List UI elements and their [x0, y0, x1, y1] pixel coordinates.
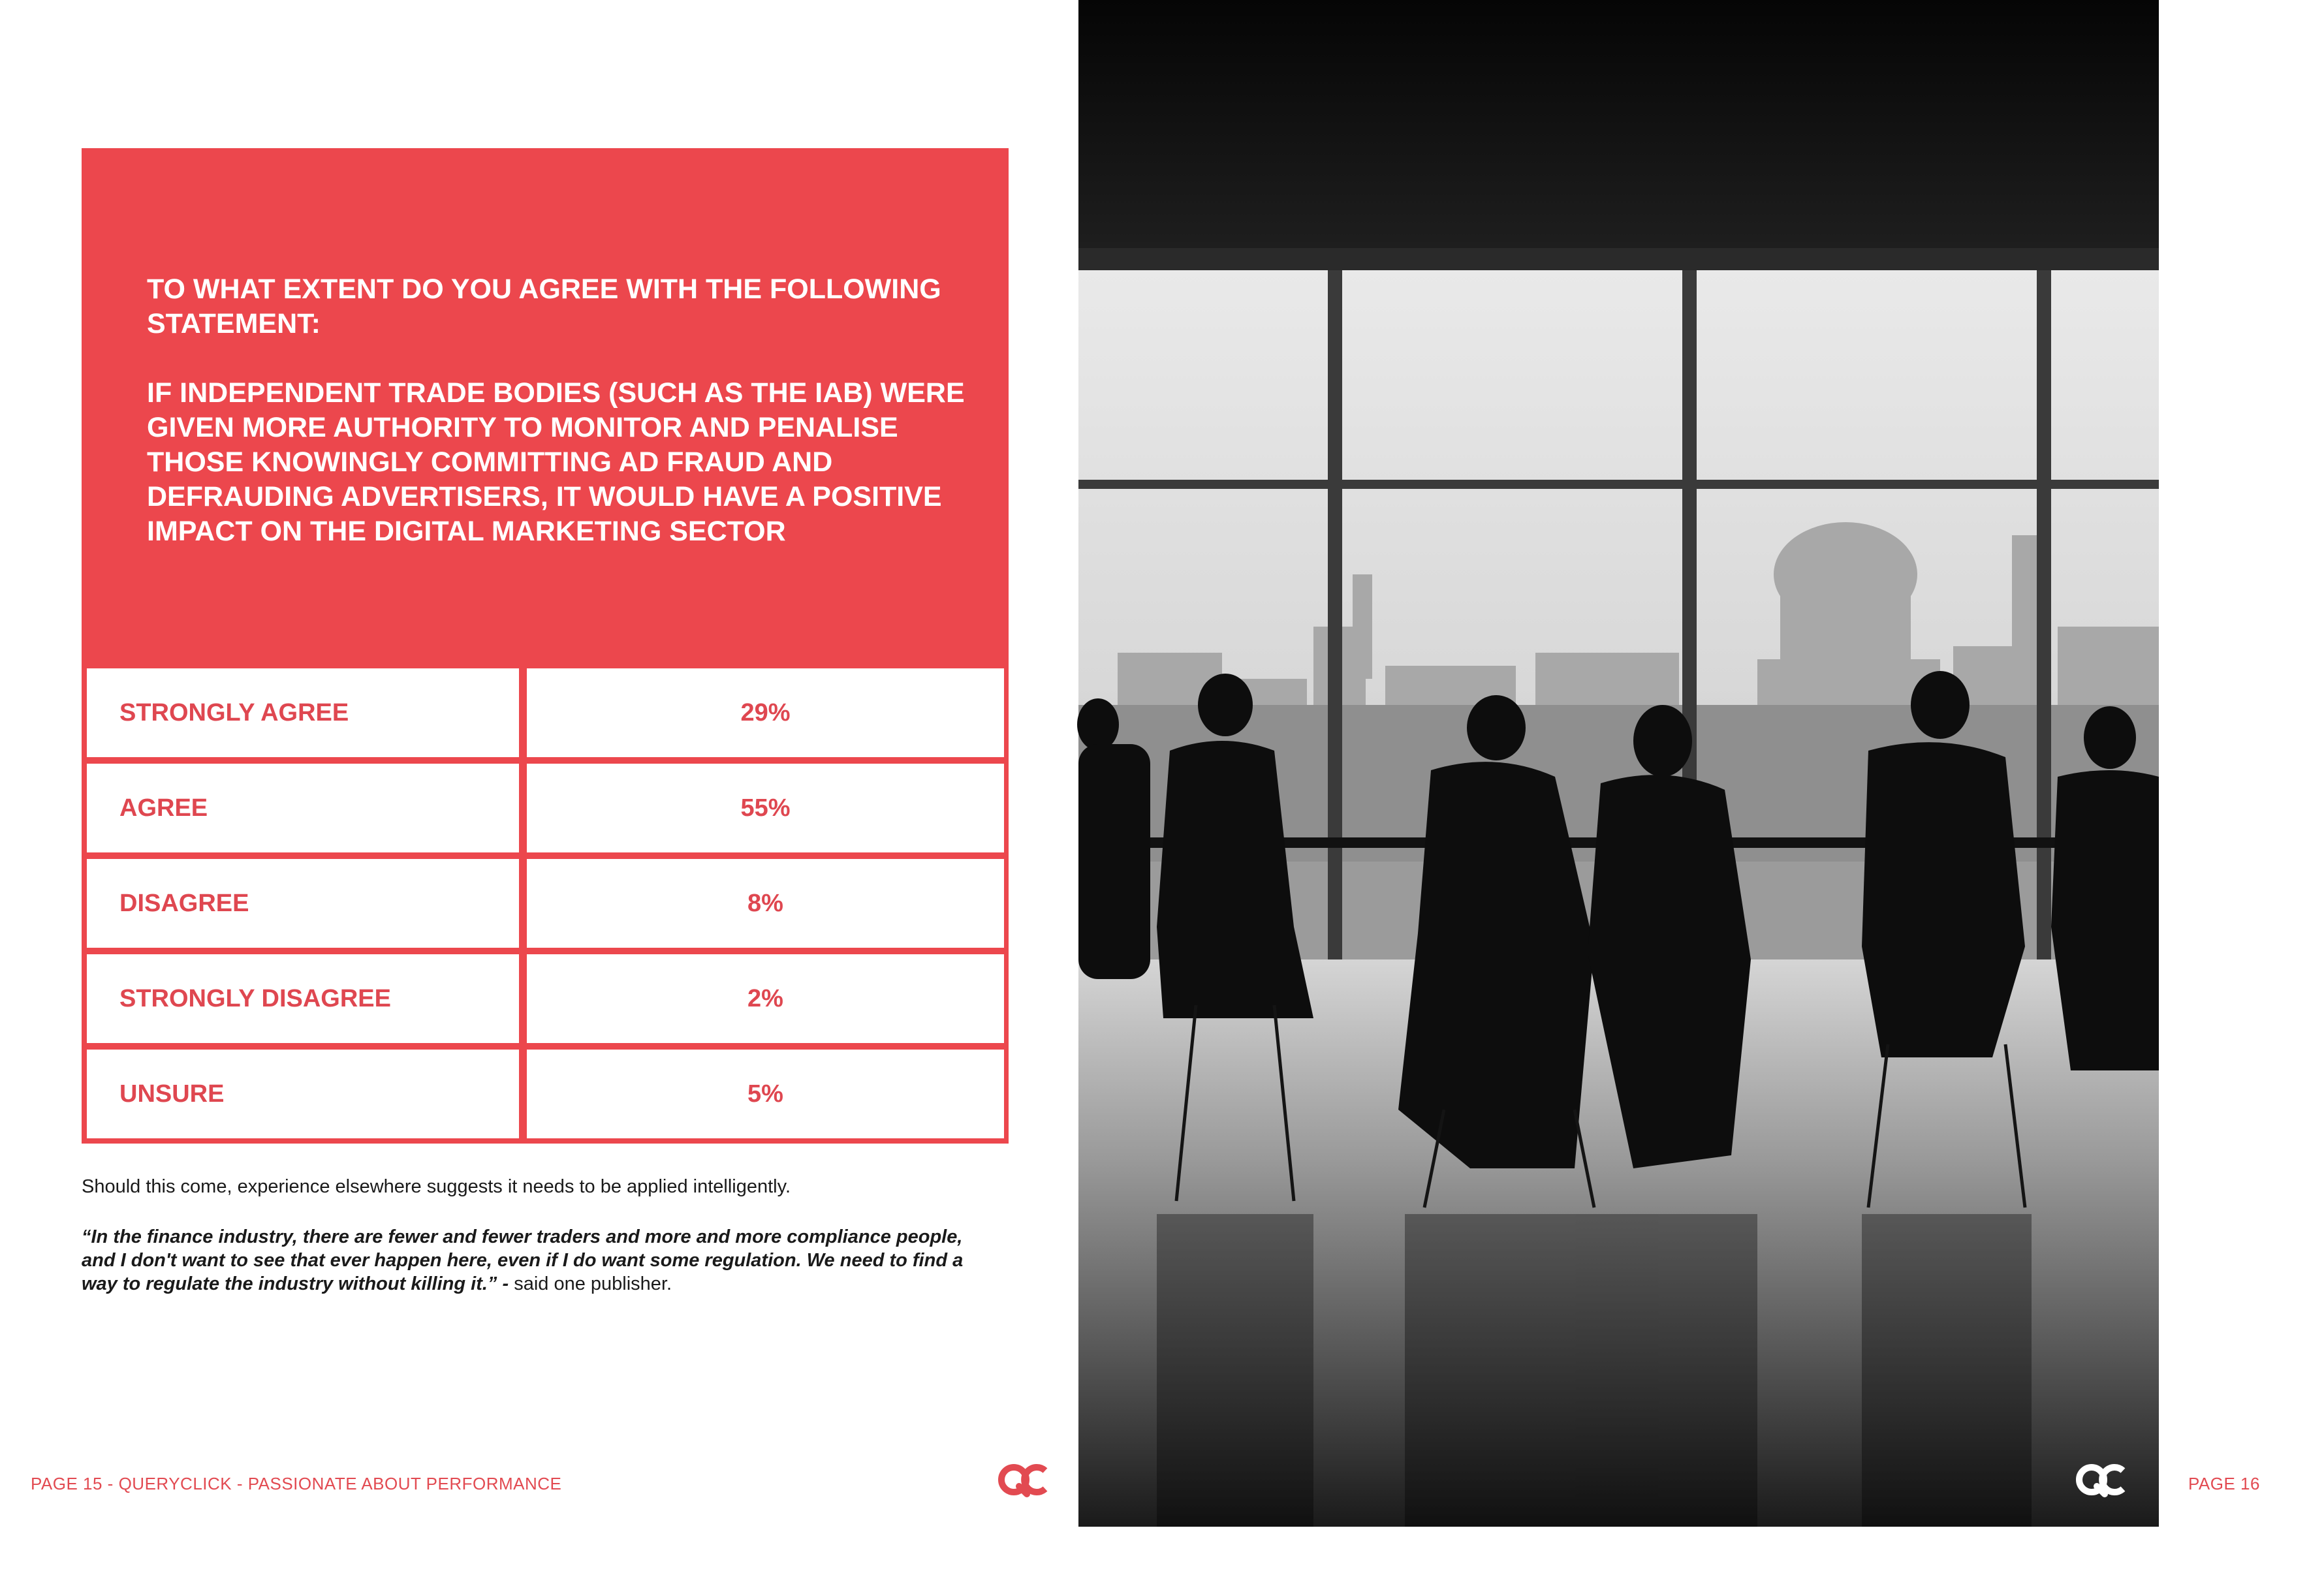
answer-value: 29% — [527, 668, 1004, 757]
footer-text: - QUERYCLICK - PASSIONATE ABOUT PERFORMANCE — [2188, 1474, 2324, 1574]
answer-label: DISAGREE — [87, 859, 519, 948]
footer-right — [2188, 1474, 2324, 1575]
question-text — [147, 272, 969, 549]
table-row — [87, 764, 1004, 852]
table-row — [87, 859, 1004, 948]
footer-page-number: PAGE 16 — [2188, 1474, 2260, 1493]
answer-value: 55% — [527, 764, 1004, 852]
table-row — [87, 1050, 1004, 1138]
queryclick-logo-icon — [2075, 1460, 2127, 1499]
question-box — [82, 148, 1009, 1144]
question-intro: TO WHAT EXTENT DO YOU AGREE WITH THE FOLLOWING STATEMENT: — [147, 273, 941, 339]
right-page — [1078, 0, 2324, 1574]
answer-value: 5% — [527, 1050, 1004, 1138]
quote-attribution: said one publisher. — [509, 1273, 672, 1294]
left-page — [0, 0, 1078, 1527]
queryclick-logo-icon — [997, 1460, 1049, 1499]
answer-label: STRONGLY DISAGREE — [87, 954, 519, 1043]
answers-table — [87, 668, 1004, 1138]
table-row — [87, 954, 1004, 1043]
answer-value: 8% — [527, 859, 1004, 948]
publisher-quote — [82, 1225, 996, 1296]
answer-label: UNSURE — [87, 1050, 519, 1138]
answer-label: AGREE — [87, 764, 519, 852]
answer-value: 2% — [527, 954, 1004, 1043]
body-paragraph: Should this come, experience elsewhere suggests it needs to be applied intelligently. — [82, 1176, 791, 1197]
footer-left: PAGE 15 - QUERYCLICK - PASSIONATE ABOUT PERFORMANCE — [31, 1474, 562, 1493]
answer-label: STRONGLY AGREE — [87, 668, 519, 757]
table-row — [87, 668, 1004, 757]
office-silhouette-photo — [1078, 0, 2159, 1527]
question-statement: IF INDEPENDENT TRADE BODIES (SUCH AS THE IAB) WERE GIVEN MORE AUTHORITY TO MONITOR AND PENALISE THOSE KNOWINGLY COMMITTING AD FRAUD AND DEFRAUDING ADVERTISERS, IT WOULD HAVE A POSITIVE IMPACT ON THE DIGITAL MARKETING SECTOR — [147, 377, 965, 547]
quote-text: “In the finance industry, there are fewer and fewer traders and more and more compliance people, and I don't want to see that ever happen here, even if I do want some regulation. We need to find a way to regulate the industry without killing it.” - — [82, 1226, 964, 1294]
